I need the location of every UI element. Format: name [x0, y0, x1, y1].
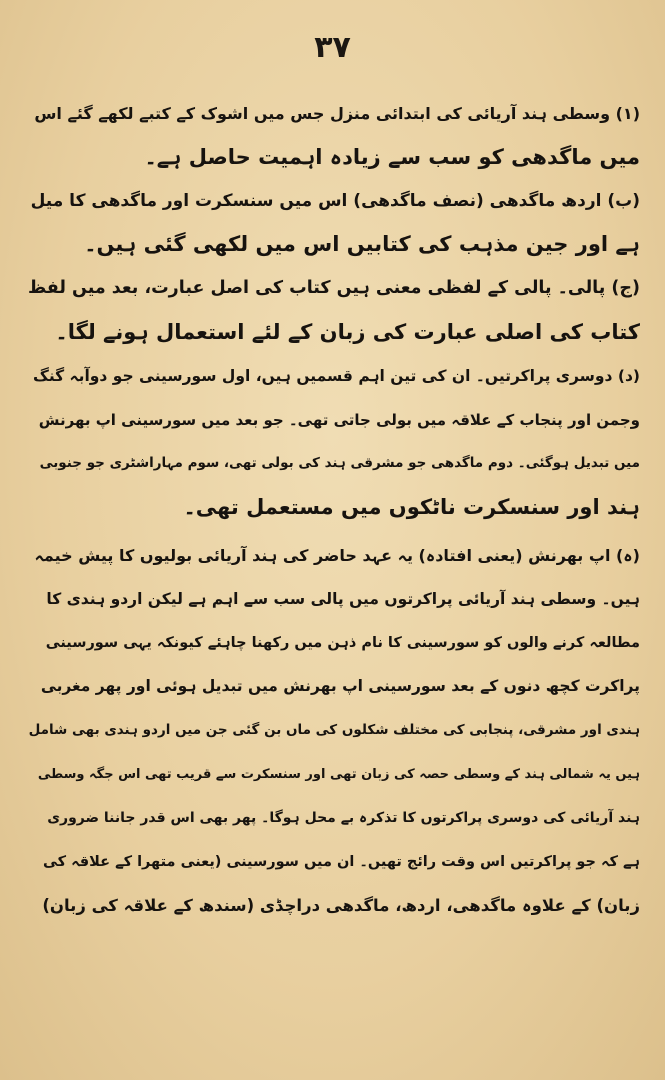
text-line: ہندی اور مشرقی، پنجابی کی مختلف شکلوں کی ماں بن گئی جن میں اردو ہندی بھی شامل	[28, 722, 640, 739]
text-line: ہیں۔ وسطی ہند آریائی پراکرتوں میں پالی سب سے اہم ہے لیکن اردو ہندی کا	[46, 589, 640, 608]
page-body-text	[28, 92, 640, 928]
text-line: (د) دوسری پراکرتیں۔ ان کی تین اہم قسمیں ہیں، اول سورسینی جو دوآبہ گنگ	[32, 366, 640, 385]
text-line: ہند اور سنسکرت ناٹکوں میں مستعمل تھی۔	[183, 495, 640, 520]
text-line: ہیں یہ شمالی ہند کے وسطی حصہ کی زبان تھی اور سنسکرت سے قریب تھی اس جگہ وسطی	[37, 766, 640, 782]
text-line: پراکرت کچھ دنوں کے بعد سورسینی اپ بھرنش میں تبدیل ہوئی اور پھر مغربی	[40, 677, 640, 696]
text-line: مطالعہ کرنے والوں کو سورسینی کا نام ذہن میں رکھنا چاہئے کیونکہ یہی سورسینی	[45, 634, 640, 651]
text-line: وجمن اور پنجاب کے علاقہ میں بولی جاتی تھی۔ جو بعد میں سورسینی اپ بھرنش	[38, 410, 640, 429]
text-line: میں ماگدھی کو سب سے زیادہ اہمیت حاصل ہے۔	[144, 144, 640, 169]
text-line: (ج) پالی۔ پالی کے لفظی معنی ہیں کتاب کی اصل عبارت، بعد میں لفظ	[28, 278, 640, 299]
text-line: ہے کہ جو پراکرتیں اس وقت رائج تھیں۔ ان میں سورسینی (یعنی متھرا کے علاقہ کی	[42, 853, 640, 870]
page-number: ۳۷	[314, 30, 351, 65]
text-line: (ہ) اپ بھرنش (یعنی افتادہ) یہ عہد حاضر کی ہند آریائی بولیوں کا پیش خیمہ	[34, 545, 640, 565]
text-line: ہے اور جین مذہب کی کتابیں اس میں لکھی گئی ہیں۔	[84, 232, 640, 257]
text-line: کتاب کی اصلی عبارت کی زبان کے لئے استعمال ہونے لگا۔	[55, 319, 640, 344]
text-line: (ب) اردھ ماگدھی (نصف ماگدھی) اس میں سنسکرت اور ماگدھی کا میل	[30, 190, 640, 211]
text-line: میں تبدیل ہوگئی۔ دوم ماگدھی جو مشرقی ہند کی بولی تھی، سوم مہاراشٹری جو جنوبی	[39, 455, 640, 472]
text-line: زبان) کے علاوہ ماگدھی، اردھ، ماگدھی دراچڈی (سندھ کے علاقہ کی زبان)	[42, 896, 640, 916]
text-line: ہند آریائی کی دوسری پراکرتوں کا تذکرہ بے محل ہوگا۔ پھر بھی اس قدر جاننا ضروری	[47, 809, 640, 826]
text-line: (۱) وسطی ہند آریائی کی ابتدائی منزل جس میں اشوک کے کتبے لکھے گئے اس	[34, 104, 640, 123]
